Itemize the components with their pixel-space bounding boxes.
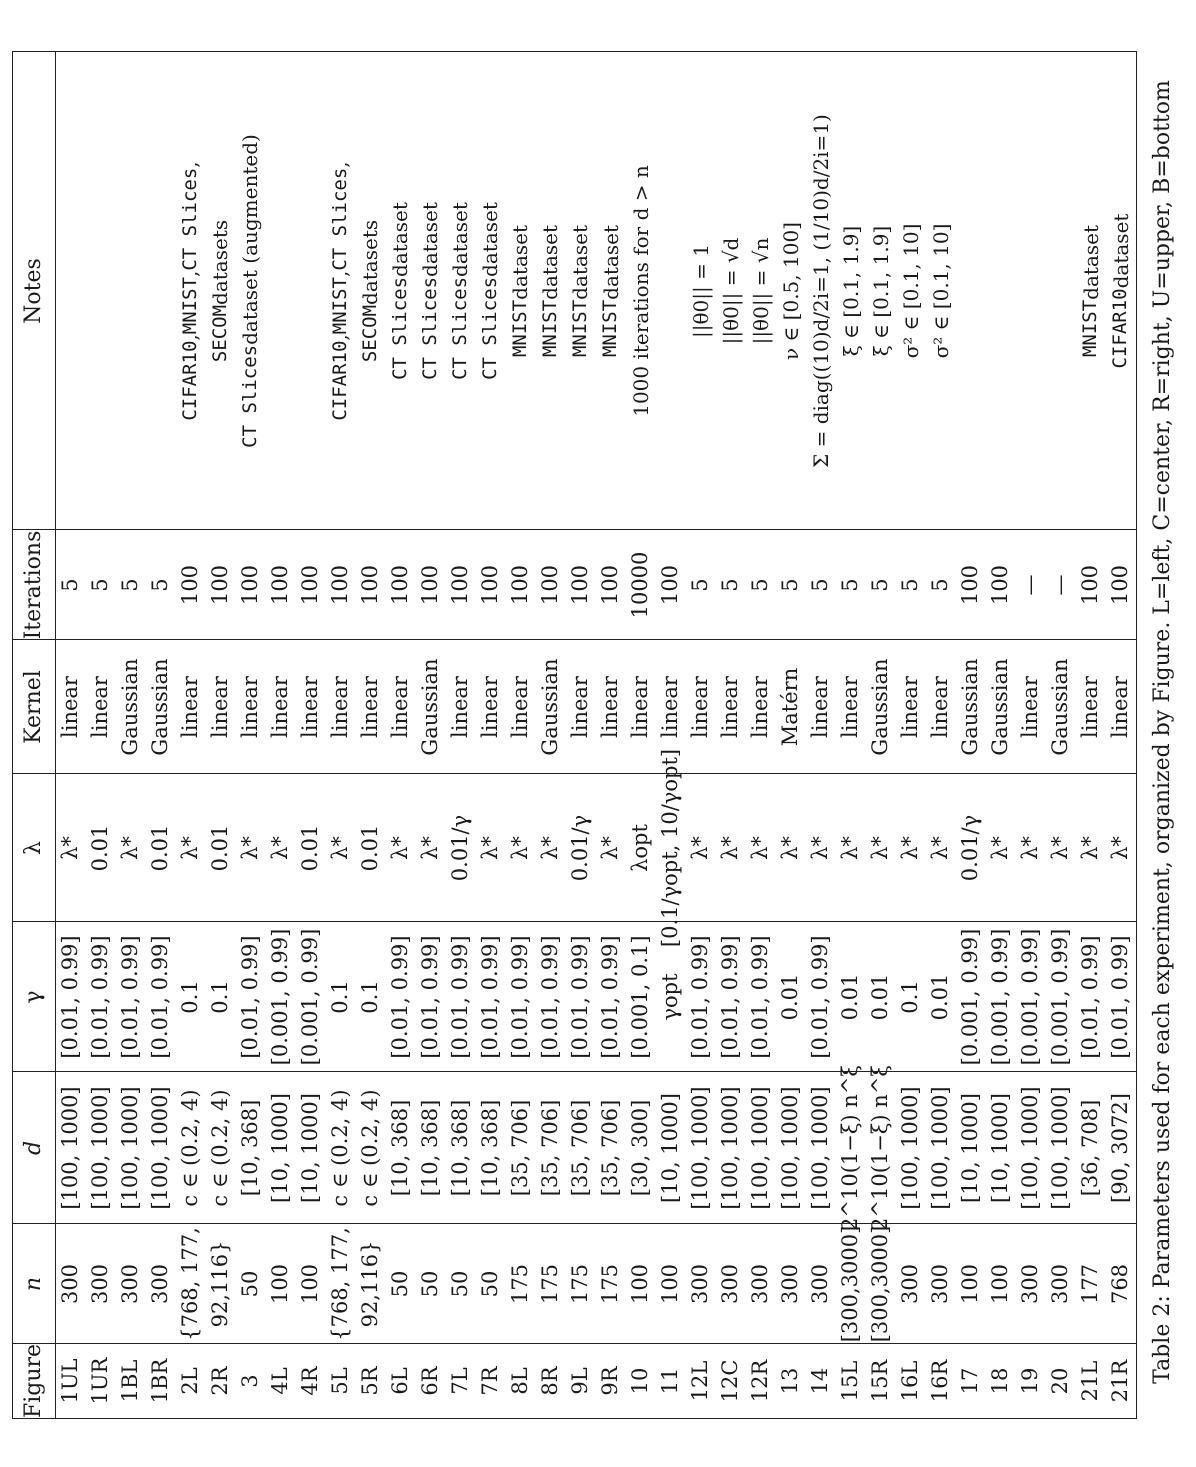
cell-gamma: [0.01, 0.99] — [537, 935, 562, 1059]
cell-gamma: [0.01, 0.99] — [748, 935, 773, 1059]
cell-notes: MNIST dataset — [1078, 224, 1103, 358]
cell-gamma: [0.01, 0.99] — [57, 935, 82, 1059]
cell-kernel: linear — [177, 676, 202, 738]
cell-kernel: linear — [237, 676, 262, 738]
cell-lambda: λ* — [477, 836, 502, 860]
cell-lambda: λ* — [838, 836, 863, 860]
cell-figure: 6R — [417, 1366, 442, 1396]
cell-gamma: 0.1 — [177, 980, 202, 1014]
cell-lambda: λ* — [748, 836, 773, 860]
cell-gamma: γopt — [658, 973, 683, 1021]
cell-iterations: 5 — [147, 578, 172, 592]
cell-n: 300 — [1048, 1263, 1073, 1305]
cell-kernel: linear — [628, 676, 653, 738]
cell-iterations: 100 — [537, 564, 562, 606]
cell-figure: 1BL — [117, 1359, 142, 1403]
cell-iterations: 5 — [748, 578, 773, 592]
cell-n: 300 — [688, 1263, 713, 1305]
cell-d: [10, 1000] — [658, 1093, 683, 1203]
cell-d: [35, 706] — [507, 1099, 532, 1197]
cell-figure: 12L — [688, 1360, 713, 1402]
cell-figure: 17 — [958, 1367, 983, 1395]
cell-iterations: 100 — [447, 564, 472, 606]
cell-lambda: λ* — [267, 836, 292, 860]
cell-gamma: [0.001, 0.99] — [297, 928, 322, 1066]
cell-notes: σ² ∈ [0.1, 10] — [898, 223, 923, 359]
cell-gamma: [0.001, 0.99] — [1048, 928, 1073, 1066]
cell-d: [100, 1000] — [808, 1086, 833, 1210]
cell-lambda: 0.01/γ — [958, 814, 983, 882]
cell-notes: CT Slices dataset (augmented) — [238, 134, 263, 448]
cell-notes: CIFAR10 , MNIST , CT Slices , — [178, 161, 203, 421]
cell-n: 50 — [387, 1270, 412, 1298]
cell-kernel: Gaussian — [1048, 658, 1073, 756]
cell-gamma: [0.01, 0.99] — [117, 935, 142, 1059]
cell-kernel: Gaussian — [147, 658, 172, 756]
cell-iterations: 5 — [778, 578, 803, 592]
cell-n: 300 — [87, 1263, 112, 1305]
cell-figure: 7L — [447, 1367, 472, 1395]
cell-n: 300 — [147, 1263, 172, 1305]
parameters-table — [12, 51, 1137, 1419]
cell-lambda: λ* — [177, 836, 202, 860]
cell-kernel: Matérn — [778, 667, 803, 747]
cell-d: [36, 708] — [1078, 1099, 1103, 1197]
cell-iterations: 100 — [658, 564, 683, 606]
cell-gamma: [0.01, 0.99] — [598, 935, 622, 1059]
cell-n: 100 — [958, 1263, 983, 1305]
cell-lambda: λ* — [537, 836, 562, 860]
cell-iterations: 5 — [87, 578, 112, 592]
cell-figure: 20 — [1048, 1367, 1073, 1395]
cell-gamma: [0.01, 0.99] — [447, 935, 472, 1059]
cell-kernel: linear — [928, 676, 953, 738]
cell-notes: ||θ0|| = √n — [748, 237, 773, 345]
cell-n: {768, 177, — [177, 1227, 202, 1341]
cell-gamma: [0.01, 0.99] — [1108, 935, 1133, 1059]
cell-notes: SECOM datasets — [358, 219, 383, 363]
cell-d: [10, 1000] — [267, 1093, 292, 1203]
cell-n: 300 — [928, 1263, 953, 1305]
cell-iterations: 5 — [688, 578, 713, 592]
cell-figure: 21L — [1078, 1360, 1103, 1402]
cell-notes: ||θ0|| = √d — [718, 237, 743, 345]
cell-lambda: [0.1/γopt, 10/γopt] — [658, 748, 683, 948]
cell-gamma: [0.01, 0.99] — [237, 935, 262, 1059]
table-caption: Table 2: Parameters used for each experiment, organized by Figure. L=left, C=center, R=right, U=upper, B=bottom — [1149, 80, 1175, 1384]
cell-iterations: 100 — [1108, 564, 1133, 606]
cell-notes: CIFAR10 , MNIST , CT Slices , — [328, 161, 353, 421]
cell-n: 175 — [537, 1263, 562, 1305]
cell-d: [10, 368] — [447, 1099, 472, 1197]
cell-lambda: λ* — [868, 836, 893, 860]
cell-d: 2^10(1−ξ) n^ξ — [868, 1065, 893, 1231]
cell-iterations: 100 — [507, 564, 532, 606]
cell-d: [100, 1000] — [898, 1086, 923, 1210]
cell-kernel: Gaussian — [868, 658, 893, 756]
header-figure: Figure — [21, 1343, 46, 1419]
cell-gamma: 0.1 — [207, 980, 232, 1014]
cell-notes: SECOM datasets — [208, 219, 233, 363]
cell-d: [100, 1000] — [1018, 1086, 1043, 1210]
cell-lambda: λ* — [688, 836, 713, 860]
cell-d: c ∈ (0.2, 4) — [177, 1089, 202, 1207]
cell-gamma: [0.001, 0.99] — [267, 928, 292, 1066]
cell-gamma: [0.01, 0.99] — [477, 935, 502, 1059]
cell-d: [10, 1000] — [988, 1093, 1013, 1203]
cell-n: 300 — [1018, 1263, 1043, 1305]
cell-n: 100 — [297, 1263, 322, 1305]
cell-notes: CT Slices dataset — [448, 202, 473, 380]
cell-lambda: λ* — [57, 836, 82, 860]
cell-figure: 15L — [838, 1360, 863, 1402]
cell-n: 300 — [748, 1263, 773, 1305]
cell-kernel: linear — [87, 676, 112, 738]
cell-notes — [265, 52, 295, 530]
cell-lambda: 0.01 — [147, 824, 172, 872]
cell-d: [100, 1000] — [57, 1086, 82, 1210]
cell-lambda: λ* — [718, 836, 743, 860]
cell-notes: MNIST dataset — [538, 224, 563, 358]
cell-n: 300 — [898, 1263, 923, 1305]
header-notes: Notes — [21, 258, 46, 324]
cell-n: 300 — [778, 1263, 803, 1305]
cell-lambda: λ* — [898, 836, 923, 860]
cell-notes: CIFAR10 dataset — [1108, 213, 1133, 369]
cell-lambda: λ* — [988, 836, 1013, 860]
cell-lambda: λopt — [628, 824, 653, 872]
cell-n: [300,3000] — [838, 1225, 863, 1343]
cell-figure: 10 — [628, 1367, 653, 1395]
cell-notes: CT Slices dataset — [418, 202, 443, 380]
cell-iterations: 5 — [898, 578, 923, 592]
cell-d: [100, 1000] — [117, 1086, 142, 1210]
cell-notes: CT Slices dataset — [478, 202, 503, 380]
cell-lambda: λ* — [507, 836, 532, 860]
cell-n: [300,3000] — [868, 1225, 893, 1343]
cell-figure: 2R — [207, 1366, 232, 1396]
cell-notes: ξ ∈ [0.1, 1.9] — [838, 225, 863, 357]
cell-gamma: 0.01 — [928, 973, 953, 1021]
cell-kernel: Gaussian — [958, 658, 983, 756]
cell-lambda: λ* — [928, 836, 953, 860]
cell-notes — [115, 52, 145, 530]
cell-kernel: linear — [718, 676, 743, 738]
cell-iterations: 5 — [928, 578, 953, 592]
cell-iterations: 100 — [327, 564, 352, 606]
cell-figure: 18 — [988, 1367, 1013, 1395]
cell-kernel: linear — [57, 676, 82, 738]
cell-iterations: 5 — [868, 578, 893, 592]
cell-notes — [1016, 52, 1046, 530]
cell-iterations: 100 — [1078, 564, 1103, 606]
cell-n: 175 — [507, 1263, 532, 1305]
cell-lambda: λ* — [237, 836, 262, 860]
cell-figure: 3 — [237, 1374, 262, 1388]
cell-iterations: 100 — [417, 564, 442, 606]
cell-iterations: — — [1048, 574, 1073, 596]
cell-d: [30, 300] — [628, 1099, 653, 1197]
cell-gamma: [0.001, 0.99] — [988, 928, 1013, 1066]
cell-gamma: 0.01 — [778, 973, 803, 1021]
cell-notes — [145, 52, 175, 530]
cell-n: 50 — [447, 1270, 472, 1298]
cell-kernel: linear — [1108, 676, 1133, 738]
cell-lambda: 0.01 — [207, 824, 232, 872]
cell-lambda: λ* — [778, 836, 803, 860]
cell-n: 92,116} — [357, 1240, 382, 1328]
cell-lambda: 0.01/γ — [447, 814, 472, 882]
cell-gamma: [0.01, 0.99] — [567, 935, 592, 1059]
cell-d: [100, 1000] — [1048, 1086, 1073, 1210]
cell-kernel: Gaussian — [988, 658, 1013, 756]
cell-iterations: — — [1018, 574, 1043, 596]
cell-figure: 8R — [537, 1366, 562, 1396]
cell-d: [10, 368] — [417, 1099, 442, 1197]
cell-figure: 5R — [357, 1366, 382, 1396]
cell-notes — [1046, 52, 1076, 530]
cell-lambda: λ* — [1108, 836, 1133, 860]
cell-lambda: λ* — [808, 836, 833, 860]
cell-n: {768, 177, — [327, 1227, 352, 1341]
cell-notes: ||θ0|| = 1 — [688, 244, 713, 338]
cell-figure: 5L — [327, 1367, 352, 1395]
cell-n: 300 — [718, 1263, 743, 1305]
cell-figure: 11 — [658, 1367, 683, 1395]
cell-notes: σ² ∈ [0.1, 10] — [928, 223, 953, 359]
cell-kernel: Gaussian — [117, 658, 142, 756]
header-lambda: λ — [21, 841, 46, 855]
cell-kernel: linear — [1078, 676, 1103, 738]
cell-kernel: linear — [838, 676, 863, 738]
cell-kernel: linear — [387, 676, 412, 738]
cell-n: 50 — [417, 1270, 442, 1298]
cell-gamma: 0.01 — [838, 973, 863, 1021]
cell-figure: 7R — [477, 1366, 502, 1396]
cell-kernel: linear — [598, 676, 622, 738]
cell-kernel: Gaussian — [417, 658, 442, 756]
cell-iterations: 5 — [808, 578, 833, 592]
cell-gamma: [0.001, 0.1] — [628, 935, 653, 1059]
cell-d: c ∈ (0.2, 4) — [357, 1089, 382, 1207]
cell-n: 92,116} — [207, 1240, 232, 1328]
cell-d: [100, 1000] — [748, 1086, 773, 1210]
cell-gamma: [0.01, 0.99] — [1078, 935, 1103, 1059]
cell-iterations: 100 — [177, 564, 202, 606]
cell-n: 50 — [237, 1270, 262, 1298]
cell-figure: 9R — [598, 1366, 622, 1396]
cell-iterations: 5 — [117, 578, 142, 592]
cell-figure: 8L — [507, 1367, 532, 1395]
cell-d: [100, 1000] — [718, 1086, 743, 1210]
cell-figure: 15R — [868, 1359, 893, 1403]
cell-iterations: 5 — [57, 578, 82, 592]
cell-d: [100, 1000] — [147, 1086, 172, 1210]
cell-d: [35, 706] — [537, 1099, 562, 1197]
cell-gamma: 0.1 — [357, 980, 382, 1014]
cell-figure: 12C — [718, 1359, 743, 1403]
cell-gamma: [0.01, 0.99] — [147, 935, 172, 1059]
cell-gamma: [0.01, 0.99] — [808, 935, 833, 1059]
header-d: d — [21, 1140, 46, 1156]
cell-figure: 2L — [177, 1367, 202, 1395]
cell-figure: 13 — [778, 1367, 803, 1395]
cell-d: [10, 1000] — [297, 1093, 322, 1203]
cell-iterations: 100 — [958, 564, 983, 606]
cell-figure: 1BR — [147, 1358, 172, 1404]
cell-kernel: linear — [477, 676, 502, 738]
cell-iterations: 100 — [567, 564, 592, 606]
cell-iterations: 5 — [838, 578, 863, 592]
cell-d: [100, 1000] — [928, 1086, 953, 1210]
cell-gamma: 0.1 — [327, 980, 352, 1014]
cell-iterations: 100 — [297, 564, 322, 606]
cell-figure: 14 — [808, 1367, 833, 1395]
cell-d: 2^10(1−ξ) n^ξ — [838, 1065, 863, 1231]
cell-gamma: [0.01, 0.99] — [718, 935, 743, 1059]
cell-kernel: linear — [808, 676, 833, 738]
cell-kernel: Gaussian — [537, 658, 562, 756]
cell-gamma: 0.1 — [898, 980, 923, 1014]
cell-gamma: [0.001, 0.99] — [1018, 928, 1043, 1066]
cell-n: 100 — [267, 1263, 292, 1305]
cell-gamma: [0.01, 0.99] — [507, 935, 532, 1059]
cell-d: [35, 706] — [567, 1099, 592, 1197]
cell-lambda: λ* — [1048, 836, 1073, 860]
cell-d: [10, 368] — [477, 1099, 502, 1197]
cell-kernel: linear — [748, 676, 773, 738]
cell-d: c ∈ (0.2, 4) — [207, 1089, 232, 1207]
cell-lambda: λ* — [387, 836, 412, 860]
cell-d: c ∈ (0.2, 4) — [327, 1089, 352, 1207]
cell-notes — [656, 52, 686, 530]
cell-lambda: λ* — [417, 836, 442, 860]
cell-figure: 16R — [928, 1359, 953, 1403]
cell-n: 768 — [1108, 1263, 1133, 1305]
cell-n: 300 — [808, 1263, 833, 1305]
cell-kernel: linear — [357, 676, 382, 738]
cell-n: 100 — [988, 1263, 1013, 1305]
cell-n: 100 — [628, 1263, 653, 1305]
cell-kernel: linear — [688, 676, 713, 738]
cell-gamma: 0.01 — [868, 973, 893, 1021]
cell-notes: 1000 iterations for d > n — [628, 165, 653, 417]
header-n: n — [21, 1276, 46, 1292]
cell-kernel: linear — [207, 676, 232, 738]
cell-lambda: 0.01 — [297, 824, 322, 872]
cell-d: [10, 1000] — [958, 1093, 983, 1203]
cell-d: [10, 368] — [237, 1099, 262, 1197]
cell-gamma: [0.01, 0.99] — [688, 935, 713, 1059]
cell-notes — [55, 52, 85, 530]
cell-figure: 4R — [297, 1366, 322, 1396]
cell-notes — [956, 52, 986, 530]
cell-lambda: λ* — [598, 836, 622, 860]
cell-notes: ν ∈ [0.5, 100] — [778, 222, 803, 360]
cell-gamma: [0.001, 0.99] — [958, 928, 983, 1066]
cell-iterations: 100 — [357, 564, 382, 606]
cell-n: 300 — [57, 1263, 82, 1305]
cell-d: [100, 1000] — [778, 1086, 803, 1210]
cell-notes — [986, 52, 1016, 530]
cell-n: 100 — [658, 1263, 683, 1305]
cell-iterations: 100 — [207, 564, 232, 606]
cell-figure: 1UL — [57, 1358, 82, 1404]
cell-n: 50 — [477, 1270, 502, 1298]
cell-figure: 19 — [1018, 1367, 1043, 1395]
cell-d: [100, 1000] — [688, 1086, 713, 1210]
cell-iterations: 5 — [718, 578, 743, 592]
cell-notes — [295, 52, 325, 530]
cell-notes: ξ ∈ [0.1, 1.9] — [868, 225, 893, 357]
cell-iterations: 100 — [267, 564, 292, 606]
cell-figure: 12R — [748, 1359, 773, 1403]
cell-iterations: 100 — [387, 564, 412, 606]
cell-figure: 21R — [1108, 1359, 1133, 1403]
cell-kernel: linear — [267, 676, 292, 738]
cell-kernel: linear — [297, 676, 322, 738]
cell-kernel: linear — [327, 676, 352, 738]
cell-iterations: 100 — [237, 564, 262, 606]
cell-lambda: λ* — [1078, 836, 1103, 860]
header-gamma: γ — [21, 990, 46, 1004]
cell-notes: MNIST dataset — [508, 224, 533, 358]
header-kernel: Kernel — [21, 670, 46, 744]
cell-notes: CT Slices dataset — [388, 202, 413, 380]
cell-notes: MNIST dataset — [568, 224, 593, 358]
cell-n: 177 — [1078, 1263, 1103, 1305]
cell-lambda: λ* — [327, 836, 352, 860]
cell-n: 175 — [598, 1263, 622, 1305]
cell-n: 175 — [567, 1263, 592, 1305]
cell-figure: 1UR — [87, 1357, 112, 1405]
cell-lambda: 0.01 — [87, 824, 112, 872]
cell-lambda: λ* — [1018, 836, 1043, 860]
header-iterations: Iterations — [21, 530, 46, 640]
cell-iterations: 100 — [988, 564, 1013, 606]
cell-figure: 16L — [898, 1360, 923, 1402]
cell-lambda: λ* — [117, 836, 142, 860]
cell-n: 300 — [117, 1263, 142, 1305]
cell-notes: Σ = diag((10)d/2i=1, (1/10)d/2i=1) — [808, 114, 833, 468]
cell-d: [10, 368] — [387, 1099, 412, 1197]
cell-iterations: 10000 — [628, 551, 653, 619]
cell-notes: MNIST dataset — [598, 224, 623, 358]
cell-notes — [85, 52, 115, 530]
cell-kernel: linear — [898, 676, 923, 738]
cell-gamma: [0.01, 0.99] — [87, 935, 112, 1059]
cell-iterations: 100 — [598, 564, 622, 606]
cell-gamma: [0.01, 0.99] — [387, 935, 412, 1059]
cell-figure: 9L — [567, 1367, 592, 1395]
cell-kernel: linear — [567, 676, 592, 738]
cell-iterations: 100 — [477, 564, 502, 606]
cell-kernel: linear — [447, 676, 472, 738]
cell-kernel: linear — [658, 676, 683, 738]
cell-d: [100, 1000] — [87, 1086, 112, 1210]
cell-d: [35, 706] — [598, 1099, 622, 1197]
cell-d: [90, 3072] — [1108, 1093, 1133, 1203]
cell-kernel: linear — [507, 676, 532, 738]
cell-lambda: 0.01/γ — [567, 814, 592, 882]
cell-figure: 6L — [387, 1367, 412, 1395]
cell-lambda: 0.01 — [357, 824, 382, 872]
cell-gamma: [0.01, 0.99] — [417, 935, 442, 1059]
cell-figure: 4L — [267, 1367, 292, 1395]
cell-kernel: linear — [1018, 676, 1043, 738]
